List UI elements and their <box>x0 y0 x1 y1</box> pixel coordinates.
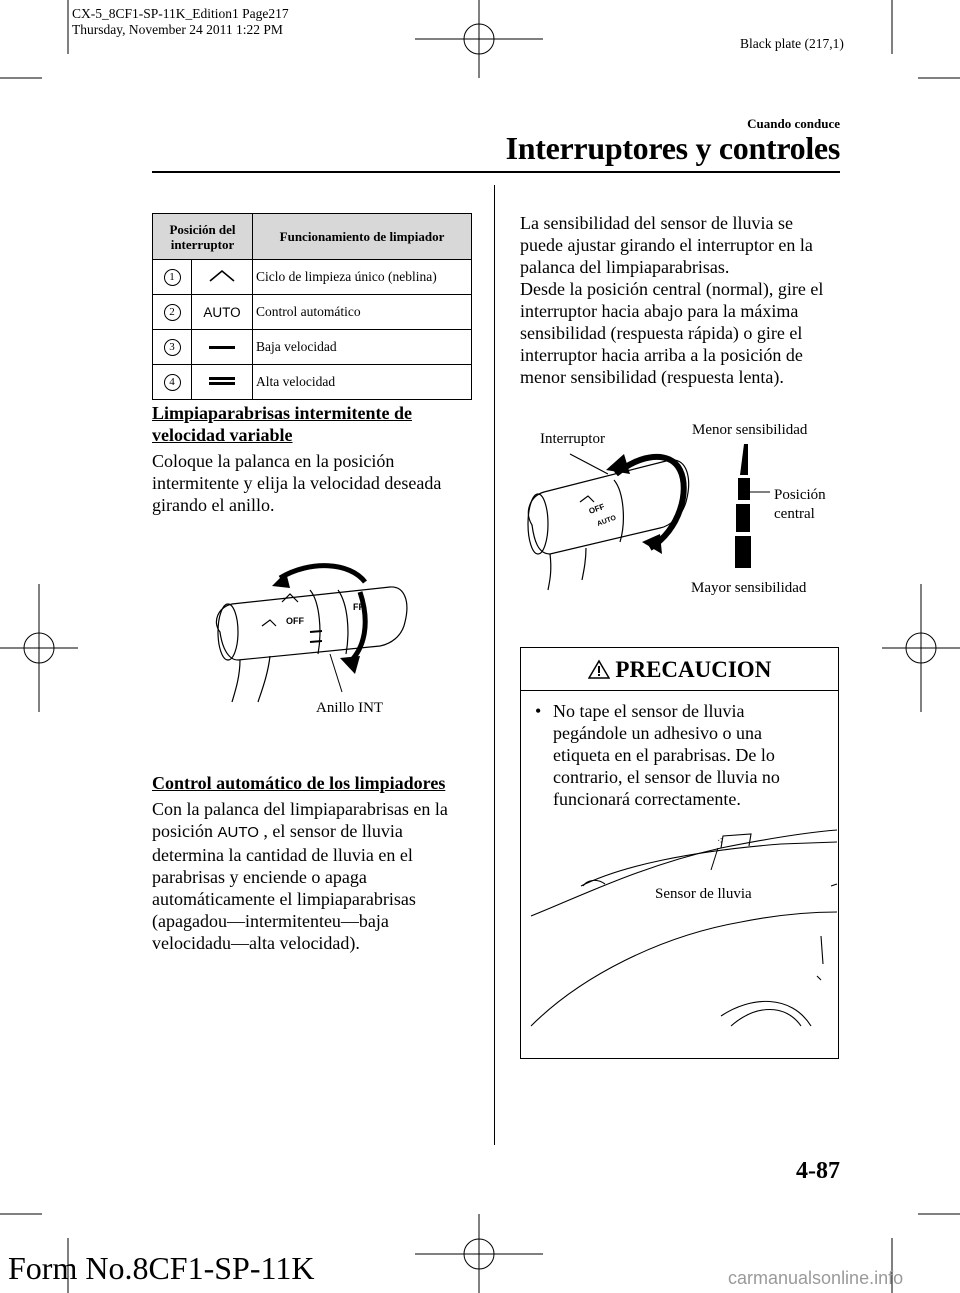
text-line: menor sensibilidad (respuesta lenta). <box>520 367 784 387</box>
table-row <box>153 295 472 330</box>
text-line: contrario, el sensor de lluvia no <box>553 767 780 787</box>
paragraph-sensitivity <box>520 212 840 388</box>
caution-header <box>521 648 838 691</box>
row-description: Ciclo de limpieza único (neblina) <box>253 260 472 295</box>
table-row <box>153 330 472 365</box>
page-number: 4-87 <box>796 1158 840 1184</box>
text-line: intermitente y elija la velocidad deseada <box>152 473 442 493</box>
svg-text:AUTO: AUTO <box>596 514 618 528</box>
figure-label-more-sensitivity: Mayor sensibilidad <box>691 580 807 596</box>
table-header-row <box>153 214 472 260</box>
caution-title: PRECAUCION <box>615 657 772 682</box>
text-line: Con la palanca del limpiaparabrisas en la <box>152 799 448 819</box>
text-line: central <box>774 506 815 522</box>
bullet-mark: • <box>535 701 542 721</box>
rain-sensor-icon: ⁖ <box>717 836 723 847</box>
auto-symbol: AUTO <box>192 295 253 330</box>
print-header <box>72 6 289 38</box>
text-line: funcionará correctamente. <box>553 789 741 809</box>
row-number: 4 <box>164 374 181 391</box>
text-line: determina la cantidad de lluvia en el <box>152 845 413 865</box>
text-line: (apagadou―intermitenteu―baja <box>152 911 389 931</box>
text-line: No tape el sensor de lluvia <box>553 701 745 721</box>
svg-text:FF: FF <box>353 602 364 612</box>
row-number: 2 <box>164 304 181 321</box>
row-number: 3 <box>164 339 181 356</box>
svg-text:OFF: OFF <box>286 616 304 626</box>
mist-icon <box>192 260 253 295</box>
figure-label-less-sensitivity: Menor sensibilidad <box>692 422 808 438</box>
paragraph-auto-control <box>152 798 492 954</box>
row-number: 1 <box>164 269 181 286</box>
row-description: Baja velocidad <box>253 330 472 365</box>
caution-item <box>535 700 825 810</box>
auto-symbol: AUTO <box>217 824 259 841</box>
text-line: parabrisas y enciende o apaga <box>152 867 367 887</box>
heading-line: velocidad variable <box>152 425 293 445</box>
figure-label-switch: Interruptor <box>540 431 605 447</box>
text-line: girando el anillo. <box>152 495 275 515</box>
text-line: pegándole un adhesivo o una <box>553 723 762 743</box>
text-line: interruptor hacia arriba a la posición de <box>520 345 803 365</box>
print-header-file: CX-5_8CF1-SP-11K_Edition1 Page217 <box>72 6 289 21</box>
table-header-position: Posición del interruptor <box>153 214 253 260</box>
text-fragment: , el sensor de lluvia <box>263 821 403 841</box>
section-title: Interruptores y controles <box>505 130 840 166</box>
heading-line: Limpiaparabrisas intermitente de <box>152 403 412 423</box>
high-speed-icon <box>192 365 253 400</box>
text-line: Desde la posición central (normal), gire el <box>520 279 824 299</box>
windshield-rain-sensor-figure <box>521 826 838 1056</box>
text-line: La sensibilidad del sensor de lluvia se <box>520 213 793 233</box>
section-category: Cuando conduce <box>747 116 840 131</box>
heading-auto-control: Control automático de los limpiadores <box>152 773 446 793</box>
text-line: Coloque la palanca en la posición <box>152 451 395 471</box>
figure-label-int-ring: Anillo INT <box>316 700 384 716</box>
form-number: Form No.8CF1-SP-11K <box>8 1250 315 1286</box>
text-line: palanca del limpiaparabrisas. <box>520 257 730 277</box>
header-rule <box>152 171 840 173</box>
warning-icon <box>588 659 610 679</box>
table-header-function: Funcionamiento de limpiador <box>253 214 472 260</box>
plate-label: Black plate (217,1) <box>740 36 844 51</box>
watermark: carmanualsonline.info <box>728 1268 904 1288</box>
text-line: velocidadu―alta velocidad). <box>152 933 360 953</box>
figure-label-center-position <box>774 486 826 524</box>
table-row <box>153 260 472 295</box>
print-header-date: Thursday, November 24 2011 1:22 PM <box>72 22 283 37</box>
table-row <box>153 365 472 400</box>
text-fragment: posición <box>152 821 213 841</box>
row-description: Alta velocidad <box>253 365 472 400</box>
figure-label-rain-sensor: Sensor de lluvia <box>655 886 752 902</box>
svg-text:OFF: OFF <box>587 501 606 516</box>
text-line: automáticamente el limpiaparabrisas <box>152 889 416 909</box>
wiper-lever-int-figure <box>210 562 420 712</box>
heading-intermittent <box>152 402 482 446</box>
column-divider <box>494 185 495 1145</box>
text-line: etiqueta en el parabrisas. De lo <box>553 745 775 765</box>
paragraph-intermittent <box>152 450 487 516</box>
text-line: interruptor hacia abajo para la máxima <box>520 301 799 321</box>
text-line-auto <box>152 820 492 844</box>
text-line: sensibilidad (respuesta rápida) o gire el <box>520 323 803 343</box>
wiper-position-table <box>152 213 472 400</box>
low-speed-icon <box>192 330 253 365</box>
text-line: puede ajustar girando el interruptor en la <box>520 235 813 255</box>
caution-box <box>520 647 839 1059</box>
row-description: Control automático <box>253 295 472 330</box>
text-line: Posición <box>774 487 826 503</box>
